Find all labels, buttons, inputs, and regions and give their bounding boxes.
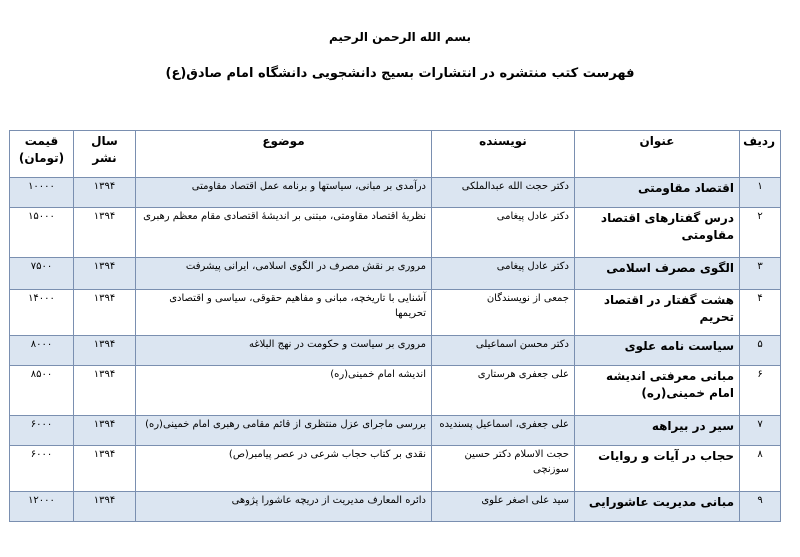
cell-price: ۶۰۰۰: [10, 416, 74, 446]
cell-price: ۷۵۰۰: [10, 258, 74, 290]
cell-no: ۲: [740, 208, 781, 258]
cell-no: ۱: [740, 178, 781, 208]
cell-year: ۱۳۹۴: [74, 208, 136, 258]
table-row: [10, 416, 781, 446]
cell-year: ۱۳۹۴: [74, 258, 136, 290]
cell-subject: مروری بر نقش مصرف در الگوی اسلامی، ایرانی پیشرفت: [136, 258, 432, 290]
books-table: [9, 130, 781, 522]
table-row: [10, 336, 781, 366]
cell-no: ۷: [740, 416, 781, 446]
table-row: [10, 492, 781, 522]
cell-subject: آشنایی با تاریخچه، مبانی و مفاهیم حقوقی، سیاسی و اقتصادی تحریمها: [136, 290, 432, 336]
cell-year: ۱۳۹۴: [74, 290, 136, 336]
cell-title: مبانی مدیریت عاشورایی: [575, 492, 740, 522]
table-row: [10, 208, 781, 258]
table-row: [10, 446, 781, 492]
cell-author: دکتر عادل پیغامی: [432, 258, 575, 290]
cell-author: دکتر حجت الله عبدالملکی: [432, 178, 575, 208]
cell-price: ۱۲۰۰۰: [10, 492, 74, 522]
cell-author: علی جعفری، اسماعیل پسندیده: [432, 416, 575, 446]
cell-title: هشت گفتار در اقتصاد تحریم: [575, 290, 740, 336]
cell-price: ۸۰۰۰: [10, 336, 74, 366]
column-header-year: سال نشر: [74, 131, 136, 178]
page-title: فهرست کتب منتشره در انتشارات بسیج دانشجویی دانشگاه امام صادق(ع): [165, 66, 635, 81]
table-row: [10, 366, 781, 416]
cell-author: حجت الاسلام دکتر حسین سوزنچی: [432, 446, 575, 492]
cell-title: سیر در بیراهه: [575, 416, 740, 446]
column-header-subject: موضوع: [136, 131, 432, 178]
cell-subject: نقدی بر کتاب حجاب شرعی در عصر پیامبر(ص): [136, 446, 432, 492]
cell-price: ۱۰۰۰۰: [10, 178, 74, 208]
column-header-no: ردیف: [740, 131, 781, 178]
cell-year: ۱۳۹۴: [74, 446, 136, 492]
cell-year: ۱۳۹۴: [74, 178, 136, 208]
cell-author: سید علی اصغر علوی: [432, 492, 575, 522]
cell-subject: دائره المعارف مدیریت از دریچه عاشورا پژوهی: [136, 492, 432, 522]
cell-price: ۱۴۰۰۰: [10, 290, 74, 336]
cell-subject: مروری بر سیاست و حکومت در نهج البلاغه: [136, 336, 432, 366]
cell-year: ۱۳۹۴: [74, 416, 136, 446]
column-header-price: قیمت (تومان): [10, 131, 74, 178]
cell-no: ۵: [740, 336, 781, 366]
cell-subject: اندیشه امام خمینی(ره): [136, 366, 432, 416]
cell-author: دکتر عادل پیغامی: [432, 208, 575, 258]
cell-title: مبانی معرفتی اندیشه امام خمینی(ره): [575, 366, 740, 416]
cell-price: ۶۰۰۰: [10, 446, 74, 492]
cell-title: درس گفتارهای اقتصاد مقاومتی: [575, 208, 740, 258]
basmala-heading: بسم الله الرحمن الرحیم: [328, 30, 472, 44]
cell-title: حجاب در آیات و روایات: [575, 446, 740, 492]
cell-no: ۳: [740, 258, 781, 290]
cell-no: ۹: [740, 492, 781, 522]
cell-subject: بررسی ماجرای عزل منتظری از قائم مقامی رهبری امام خمینی(ره): [136, 416, 432, 446]
cell-title: اقتصاد مقاومتی: [575, 178, 740, 208]
column-header-author: نویسنده: [432, 131, 575, 178]
cell-author: جمعی از نویسندگان: [432, 290, 575, 336]
table-row: [10, 258, 781, 290]
cell-price: ۱۵۰۰۰: [10, 208, 74, 258]
cell-year: ۱۳۹۴: [74, 336, 136, 366]
cell-no: ۸: [740, 446, 781, 492]
cell-author: علی جعفری هرستاری: [432, 366, 575, 416]
cell-title: الگوی مصرف اسلامی: [575, 258, 740, 290]
cell-price: ۸۵۰۰: [10, 366, 74, 416]
cell-year: ۱۳۹۴: [74, 492, 136, 522]
cell-author: دکتر محسن اسماعیلی: [432, 336, 575, 366]
table-header-row: [10, 131, 781, 178]
table-row: [10, 178, 781, 208]
cell-no: ۶: [740, 366, 781, 416]
cell-title: سیاست نامه علوی: [575, 336, 740, 366]
column-header-title: عنوان: [575, 131, 740, 178]
cell-year: ۱۳۹۴: [74, 366, 136, 416]
cell-no: ۴: [740, 290, 781, 336]
table-row: [10, 290, 781, 336]
cell-subject: درآمدی بر مبانی، سیاستها و برنامه عمل اقتصاد مقاومتی: [136, 178, 432, 208]
cell-subject: نظریهٔ اقتصاد مقاومتی، مبتنی بر اندیشهٔ اقتصادی مقام معظم رهبری: [136, 208, 432, 258]
